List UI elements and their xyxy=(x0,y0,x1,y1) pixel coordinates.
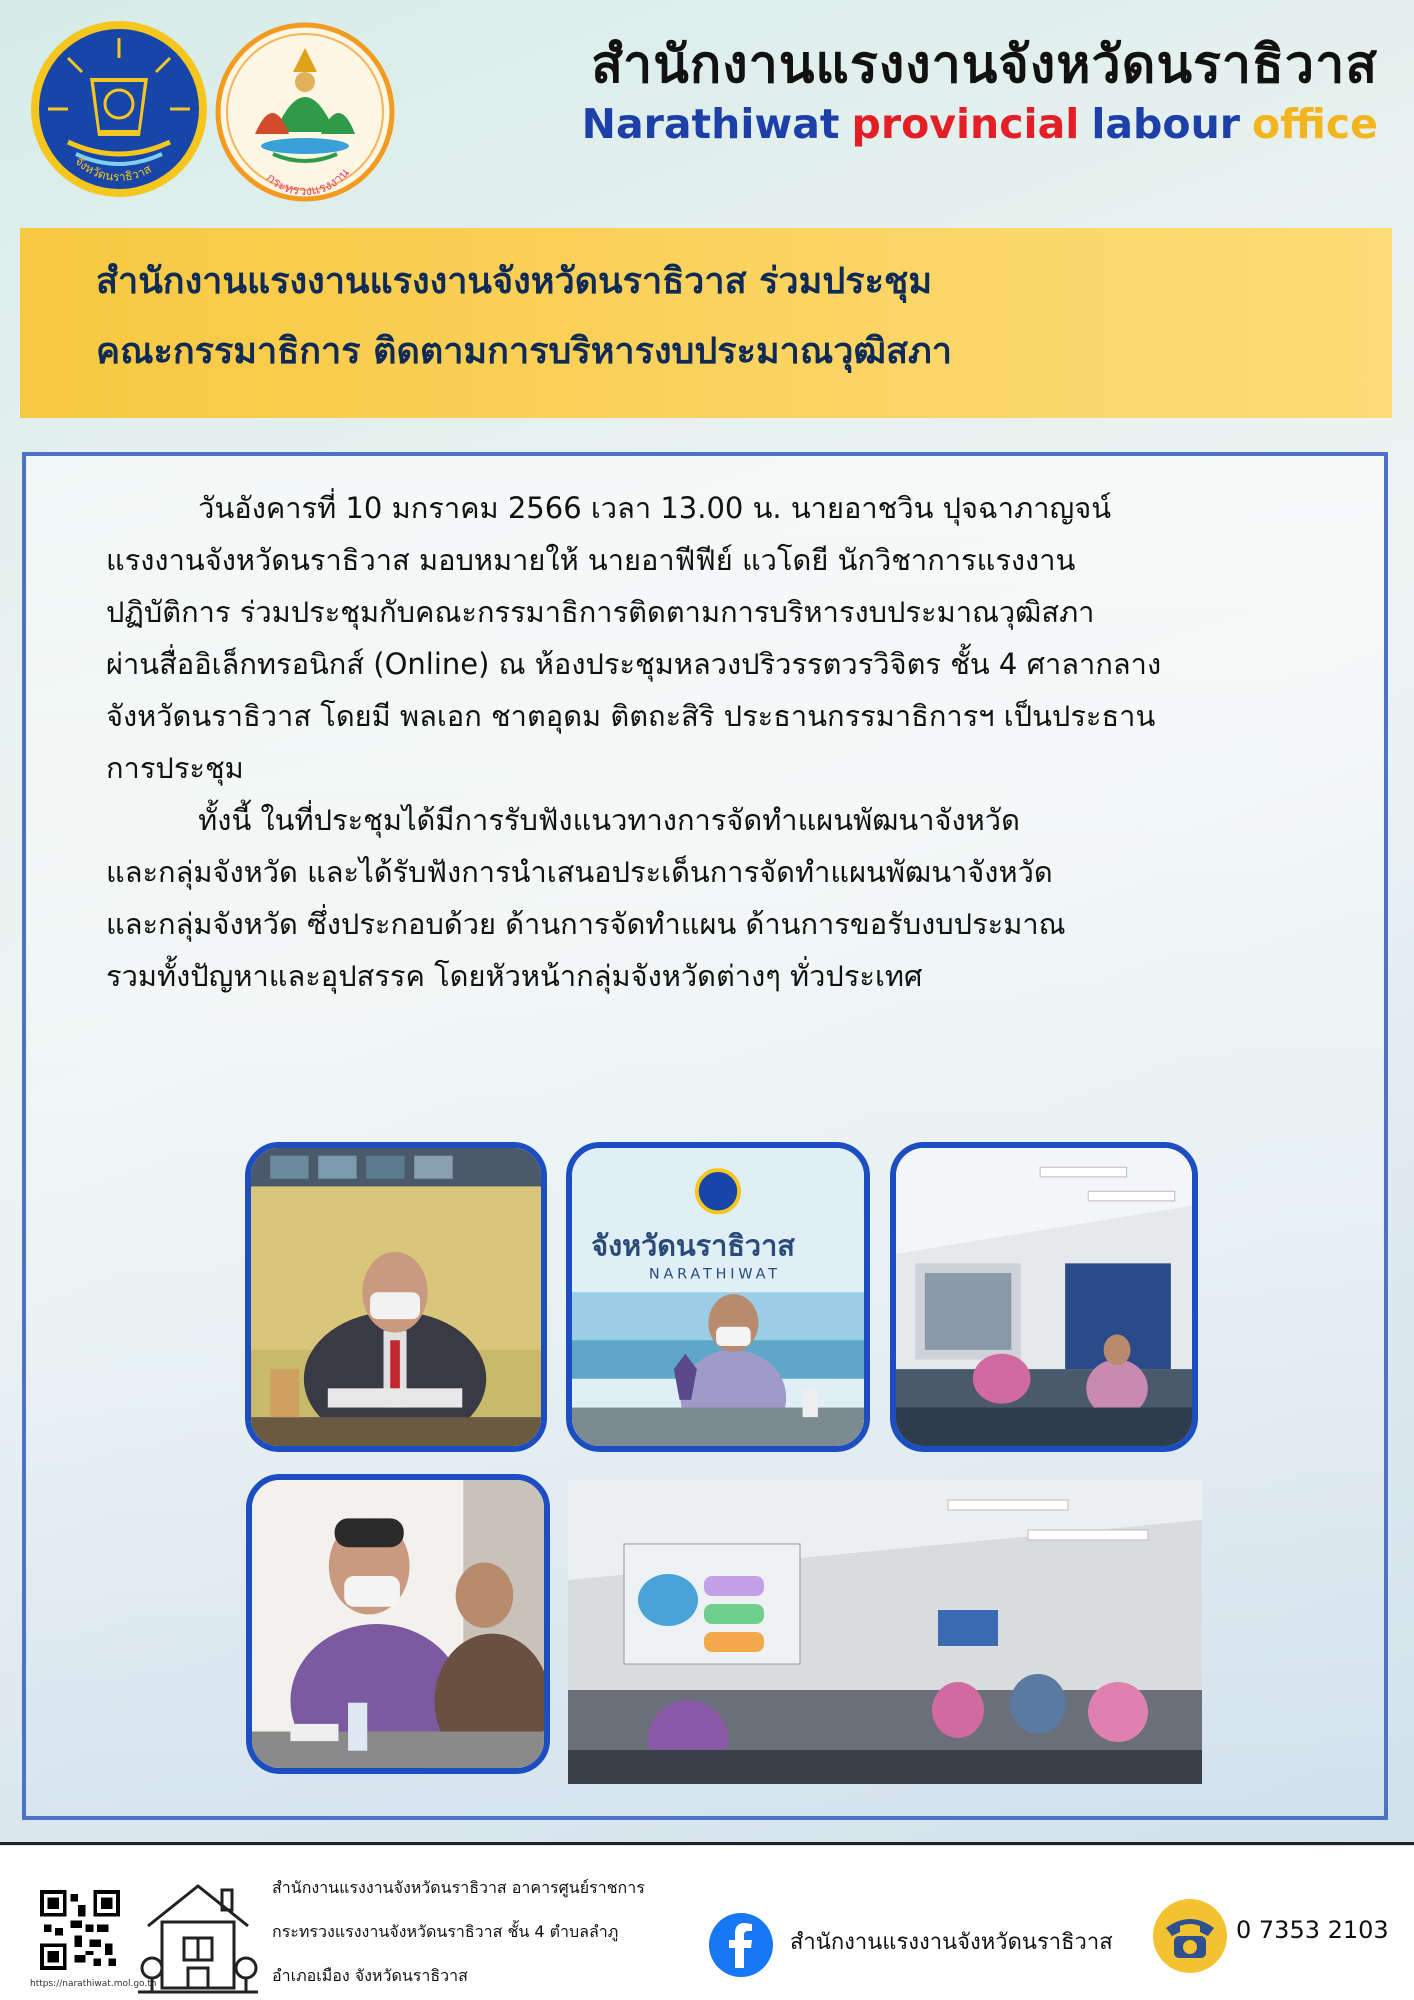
headline-line-2: คณะกรรมาธิการ ติดตามการบริหารงบประมาณวุฒิสภา xyxy=(96,331,952,372)
paragraph-1-line: การประชุม xyxy=(106,751,244,785)
paragraph-1-line: ปฏิบัติการ ร่วมประชุมกับคณะกรรมาธิการติดตามการบริหารงบประมาณวุฒิสภา xyxy=(106,595,1095,629)
address-line-1: สำนักงานแรงงานจังหวัดนราธิวาส อาคารศูนย์ราชการ xyxy=(272,1878,645,1897)
svg-text:กระทรวงแรงงาน: กระทรวงแรงงาน xyxy=(262,165,353,200)
svg-text:จังหวัดนราธิวาส: จังหวัดนราธิวาส xyxy=(72,153,154,185)
paragraph-2-line: รวมทั้งปัญหาและอุปสรรค โดยหัวหน้ากลุ่มจังหวัดต่างๆ ทั่วประเทศ xyxy=(106,959,923,993)
facebook-icon[interactable] xyxy=(708,1912,774,1978)
article-paragraph-1 xyxy=(106,482,1366,794)
page-footer xyxy=(0,1846,1414,2000)
sign-text-thai: จังหวัดนราธิวาส xyxy=(591,1228,795,1263)
office-title-thai: สำนักงานแรงงานจังหวัดนราธิวาส xyxy=(591,35,1378,95)
facebook-page-link[interactable]: สำนักงานแรงงานจังหวัดนราธิวาส xyxy=(790,1930,1113,1955)
title-en-word-3: labour xyxy=(1091,100,1240,148)
footer-divider xyxy=(0,1842,1414,1845)
telephone-icon xyxy=(1152,1898,1228,1974)
address-line-3: อำเภอเมือง จังหวัดนราธิวาส xyxy=(272,1966,468,1985)
province-seal-logo xyxy=(28,18,210,200)
title-en-word-4: office xyxy=(1251,100,1378,148)
headline-banner xyxy=(20,228,1392,418)
page-header xyxy=(0,0,1414,220)
paragraph-1-line: แรงงานจังหวัดนราธิวาส มอบหมายให้ นายอาฟีฟีย์ แวโดยี นักวิชาการแรงงาน xyxy=(106,543,1076,577)
meeting-photo-official-videoconference xyxy=(245,1142,547,1452)
phone-number[interactable]: 0 7353 2103 xyxy=(1236,1916,1389,1944)
title-en-word-2: provincial xyxy=(851,100,1080,148)
sign-text-english: NARATHIWAT xyxy=(648,1266,781,1283)
paragraph-1-line: จังหวัดนราธิวาส โดยมี พลเอก ชาตอุดม ติตถะสิริ ประธานกรรมาธิการฯ เป็นประธาน xyxy=(106,699,1156,733)
title-en-word-1: Narathiwat xyxy=(581,100,840,148)
paragraph-1-line: ผ่านสื่ออิเล็กทรอนิกส์ (Online) ณ ห้องประชุมหลวงปริวรรตวรวิจิตร ชั้น 4 ศาลากลาง xyxy=(106,647,1162,681)
meeting-photo-narathiwat-sign xyxy=(566,1142,870,1452)
website-qr-code[interactable] xyxy=(40,1890,120,1970)
headline-line-1: สำนักงานแรงงานแรงงานจังหวัดนราธิวาส ร่วมประชุม xyxy=(96,261,933,302)
office-building-icon xyxy=(138,1876,258,1994)
office-title-english xyxy=(570,100,1378,148)
website-url[interactable]: https://narathiwat.mol.go.th xyxy=(30,1979,157,1989)
address-line-2: กระทรวงแรงงานจังหวัดนราธิวาส ชั้น 4 ตำบลลำภู xyxy=(272,1922,619,1941)
paragraph-2-line: และกลุ่มจังหวัด และได้รับฟังการนำเสนอประเด็นการจัดทำแผนพัฒนาจังหวัด xyxy=(106,855,1053,889)
meeting-photo-two-officials xyxy=(246,1474,550,1774)
meeting-photo-conference-room xyxy=(890,1142,1198,1452)
paragraph-2-line: และกลุ่มจังหวัด ซึ่งประกอบด้วย ด้านการจัดทำแผน ด้านการขอรับงบประมาณ xyxy=(106,907,1066,941)
paragraph-2-line: ทั้งนี้ ในที่ประชุมได้มีการรับฟังแนวทางการจัดทำแผนพัฒนาจังหวัด xyxy=(106,803,1020,837)
paragraph-1-line: วันอังคารที่ 10 มกราคม 2566 เวลา 13.00 น. นายอาชวิน ปุจฉาภาญจน์ xyxy=(106,491,1112,525)
ministry-of-labour-logo xyxy=(215,22,395,202)
article-content-box xyxy=(22,452,1388,1820)
meeting-photo-presentation-screen xyxy=(568,1480,1202,1784)
article-paragraph-2 xyxy=(106,794,1366,1002)
